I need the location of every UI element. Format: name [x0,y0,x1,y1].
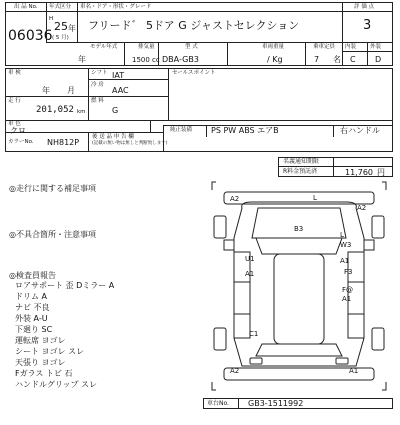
lot-label: 出 品 No. [14,4,38,10]
rear-lamp-left [250,358,262,364]
divider [150,120,151,132]
mileage-label: 走 行 [8,98,21,104]
weight-label: 車両重量 [262,44,285,50]
divider [206,125,207,137]
list-item: ドリム A [15,292,48,301]
year-label: 年式区分 [49,4,72,10]
name-change-label: 名義通知期限 [283,158,320,165]
list-item: ハンドルグリップ スレ [15,380,98,389]
divider [124,42,125,66]
wheel-front-right [372,216,384,238]
model-year-unit: 年 [78,55,86,64]
mark-a1-right-low: A1 [342,295,352,303]
car-name-label: 車名・ドア・形状・グレード [80,4,152,10]
windshield-outline [256,238,342,254]
wheel-front-left [214,216,226,238]
list-item: シート ヨゴレ スレ [15,347,85,356]
mark-f-a: F@ [342,286,354,294]
interior-label: 内装 [345,44,357,50]
inspection-month-unit: 月 [67,86,75,95]
inspector-notes [15,281,200,391]
rear-lamp-right [336,358,348,364]
divider [46,2,47,42]
list-item: 運転席 ヨゴレ [15,336,66,345]
color-value: クロ [10,126,26,135]
frame-number-label: 車台No. [207,400,229,407]
mark-f3: F3 [344,268,353,276]
mileage-value: 201,052 [36,105,74,115]
list-item: ロアサポート 歪 Dミラー A [15,281,115,290]
divider [168,68,169,120]
divider [305,42,306,66]
color-no-value: NH812P [47,138,80,147]
divider [5,120,393,121]
year-era-prefix: H [49,16,54,22]
color-no-label: カラーNo. [8,139,34,145]
wheel-rear-right [372,328,384,350]
equipment-label: 純正装備 [170,127,193,133]
interior-grade: C [350,55,356,64]
divider [367,42,368,66]
shift-label: シフト [91,70,108,76]
shift-value: IAT [112,71,125,80]
corner-bracket [212,182,386,390]
mark-a1-right: A1 [340,257,350,265]
color-label: 車 色 [8,121,21,127]
list-item: ナビ 不良 [15,303,50,312]
divider [158,42,159,66]
mark-a2-top-right: A2 [357,204,367,212]
exterior-grade: D [375,55,382,64]
inspection-year-unit: 年 [42,86,50,95]
capacity-value: 7 [314,55,320,64]
mark-l-right: L [340,231,344,239]
displacement-label: 排気量 [138,44,155,50]
divider [5,132,163,133]
mileage-unit: km [77,109,86,115]
recycle-deposit-unit: 円 [377,168,385,177]
lot-number: 06036 [8,28,53,44]
aircon-label: 冷 房 [91,82,104,88]
hood-outline [252,208,346,238]
inspection-label: 車 検 [8,70,21,76]
model-year-label: モデル年式 [90,44,118,50]
divider [163,125,164,152]
mark-l-top: L [313,194,317,202]
divider [88,79,168,80]
divider [227,42,228,66]
car-name: フリード゛ 5ドア G ジャストセレクション [88,19,300,32]
recycle-note: (記載の無い物は無しと判断致します) [92,141,168,146]
list-item: 下廻り SC [15,325,53,334]
fuel-label: 燃 料 [91,98,104,104]
exterior-label: 外装 [370,44,382,50]
month-value: ( 5 月) [52,35,69,41]
inspector-heading: ◎検査員報告 [9,271,56,280]
equipment-value: PS PW ABS エアB [211,126,279,135]
divider [278,166,393,167]
mark-a2-top-left: A2 [230,195,240,203]
recycle-deposit-label: R料金預託済 [283,168,318,175]
year-value: 25 [54,20,68,33]
mark-w3: W3 [340,241,352,249]
divider [238,398,239,409]
divider [342,51,393,52]
displacement-value: 1500 cc [132,56,160,64]
rear-glass-outline [256,344,342,356]
mark-b3: B3 [294,225,304,233]
run-notes-heading: ◎走行に関する補足事項 [9,184,96,193]
list-item: 外装 A-U [15,314,48,323]
left-mirror [224,240,234,250]
divider [342,11,393,12]
divider [333,157,334,177]
divider [88,132,89,152]
divider [5,96,168,97]
capacity-label: 乗車定員 [313,44,336,50]
type-value: DBA-GB3 [162,55,199,64]
aircon-value: AAC [112,86,129,95]
recycle-label: 後 送 品 申 告 欄 [92,134,134,140]
mark-u1: U1 [245,255,255,263]
list-item: Fガラス トビ 石 [15,369,73,378]
divider [88,68,89,120]
weight-value: / Kg [267,55,283,64]
left-panels [234,252,250,338]
capacity-unit: 名 [333,55,341,64]
year-unit: 年 [68,24,76,33]
recycle-deposit-value: 11,760 [345,168,373,177]
list-item: 天張り ヨゴレ [15,358,66,367]
divider [5,11,342,12]
fuel-value: G [112,106,119,115]
wheel-rear-left [214,328,226,350]
roof-outline [274,254,324,344]
mark-a1-left: A1 [245,270,255,278]
sales-point-label: セールスポイント [172,70,216,76]
defect-heading: ◎不具合箇所・注意事項 [9,230,96,239]
handle-value: 右ハンドル [340,126,380,135]
score-value: 3 [363,18,372,33]
mark-a2-bottom-left: A2 [230,367,240,375]
score-label: 評 価 点 [354,4,374,10]
divider [77,2,78,42]
right-mirror [364,240,374,250]
divider [333,125,334,137]
divider [46,42,393,43]
frame-number-value: GB3-1511992 [248,399,304,408]
mark-c1: C1 [249,330,259,338]
mark-a1-bottom-right: A1 [349,367,359,375]
type-label: 型 式 [185,44,198,50]
